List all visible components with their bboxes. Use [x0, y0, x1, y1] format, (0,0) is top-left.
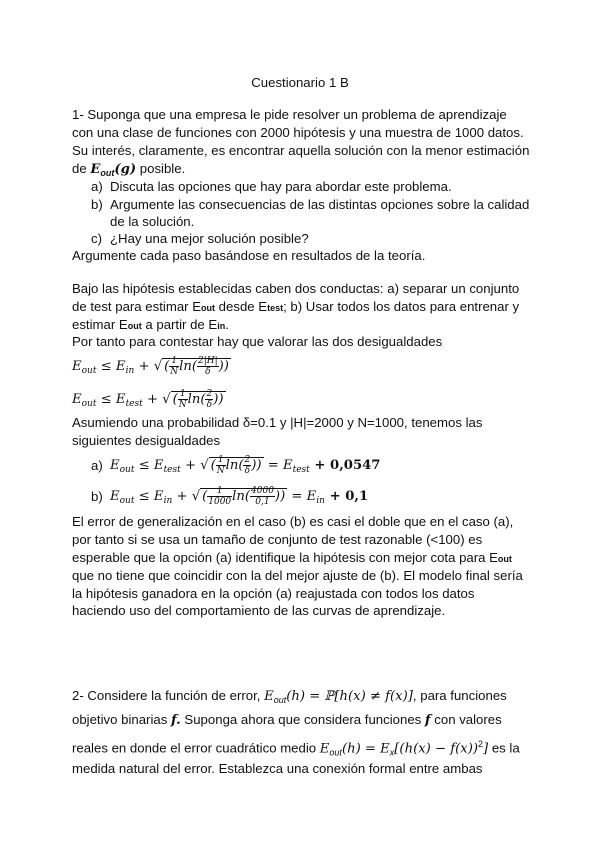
- inequality-2: $E_{out} \le E_{test}$ + √ ( $\frac{1}{N}$ ln( $\frac{2}{\delta}$ )): [72, 389, 224, 410]
- subscript: test: [125, 399, 143, 409]
- text: de test para estimar E: [72, 299, 202, 314]
- symbol: E: [72, 359, 82, 374]
- denominator: N: [170, 367, 179, 377]
- page-title: Cuestionario 1 B: [251, 75, 349, 90]
- symbol: E: [110, 489, 120, 504]
- equals: =: [287, 489, 307, 504]
- fraction: [178, 389, 188, 410]
- superscript: 2: [477, 739, 483, 749]
- operator: +: [180, 458, 201, 473]
- subscript: x: [389, 747, 395, 758]
- list-text: Discuta las opciones que hay para abordar este problema.: [110, 179, 452, 194]
- subscript: in: [125, 366, 135, 376]
- question-2-line-4: medida natural del error. Establezca una conexión formal entre ambas: [72, 761, 483, 776]
- numerator: 1: [178, 389, 188, 400]
- answer-paragraph-4-line-2: por tanto si se usa un tamaño de conjunto de test razonable (<100) es: [72, 532, 483, 547]
- case-b: [91, 486, 369, 508]
- relation: ≤: [96, 359, 116, 374]
- ln: ln(: [179, 359, 197, 374]
- fraction: [216, 455, 226, 476]
- close-paren: )): [213, 392, 224, 407]
- formula: ]: [483, 741, 489, 757]
- inequality-1: $E_{out} \le E_{in}$ + √ ( $\frac{1}{N}$ ln( $\frac{2|H|}{\delta}$ )): [72, 356, 229, 377]
- list-item-c: [91, 230, 309, 247]
- symbol: E: [115, 392, 126, 407]
- fraction: [197, 356, 219, 377]
- g-symbol: (g): [114, 162, 137, 177]
- text: desde E: [215, 299, 268, 314]
- answer-paragraph-4-line-5: la hipótesis ganadora en la opción (a) reajustada con todos los datos: [72, 586, 475, 601]
- answer-paragraph-4-line-4: que no tiene que coincidir con la del mejor ajuste de (b). El modelo final sería: [72, 568, 523, 583]
- text: estimar E: [72, 317, 128, 332]
- text: posible.: [136, 161, 186, 176]
- answer-paragraph-3-line-1: Asumiendo una probabilidad δ=0.1 y |H|=2000 y N=1000, tenemos las: [72, 415, 483, 430]
- subscript: out: [81, 399, 97, 409]
- case-a: [91, 455, 381, 477]
- subscript: out: [119, 496, 135, 506]
- formula: (h) = E: [341, 741, 390, 757]
- subscript: out: [81, 366, 97, 376]
- subscript: out: [127, 321, 142, 331]
- list-marker: c): [91, 231, 102, 246]
- symbol: E: [115, 359, 126, 374]
- denominator: 1000: [208, 497, 232, 507]
- answer-paragraph-4-line-3: [72, 549, 512, 568]
- operator: +: [172, 489, 192, 504]
- answer-paragraph-1-line-2: [72, 298, 519, 317]
- close-paren: )): [274, 489, 286, 504]
- formula: (h) = ℙ[h(x) ≠ f(x)]: [286, 689, 413, 704]
- symbol: E: [72, 392, 82, 407]
- case-b-formula: $E_{out} \le E_{in}$ + √ ( $\frac{1}{1000}$ ln( $\frac{4000}{0,1}$ )) = $E_{in} + 0,1$: [110, 486, 369, 507]
- text: Suponga ahora que considera funciones: [180, 712, 425, 727]
- subscript: out: [273, 695, 287, 705]
- numerator: 1: [169, 356, 179, 367]
- list-marker: a): [91, 458, 103, 473]
- square-root: ( $\frac{1}{N}$ ln( $\frac{2}{\delta}$ )): [210, 455, 262, 476]
- relation: ≤: [96, 392, 116, 407]
- symbol: E: [153, 489, 164, 504]
- answer-paragraph-2: Por tanto para contestar hay que valorar las dos desigualdades: [72, 334, 443, 349]
- relation: ≤: [134, 489, 154, 504]
- list-marker: b): [91, 197, 103, 212]
- answer-paragraph-4-line-1: El error de generalización en el caso (b) es casi el doble que en el caso (a),: [72, 514, 514, 529]
- answer-paragraph-4-line-6: haciendo uso del comportamiento de las curvas de aprendizaje.: [72, 603, 446, 618]
- list-text: ¿Hay una mejor solución posible?: [110, 231, 309, 246]
- symbol: E: [306, 489, 317, 504]
- list-text: Argumente las consecuencias de las distintas opciones sobre la calidad: [110, 197, 530, 212]
- operator: +: [134, 359, 154, 374]
- square-root: ( $\frac{1}{N}$ ln( $\frac{2}{\delta}$ )): [172, 389, 224, 410]
- list-marker: a): [91, 179, 103, 194]
- text: ; b) Usar todos los datos para entrenar y: [283, 299, 520, 314]
- denominator: δ: [205, 367, 211, 377]
- e-out-symbol: E: [90, 162, 101, 177]
- formula: [(h(x) − f(x)): [394, 741, 478, 757]
- close-paren: )): [218, 359, 229, 374]
- text: objetivo binarias: [72, 712, 171, 727]
- symbol: E: [264, 689, 274, 704]
- question-1-line-2: con una clase de funciones con 2000 hipótesis y una muestra de 1000 datos.: [72, 125, 524, 140]
- list-item-b: [91, 196, 530, 213]
- close-paren: )): [251, 458, 262, 473]
- symbol: f: [424, 713, 431, 728]
- answer-paragraph-3-line-2: siguientes desigualdades: [72, 433, 221, 448]
- square-root: ( $\frac{1}{N}$ ln( $\frac{2|H|}{\delta}$ )): [164, 356, 229, 377]
- question-1-line-3: Su interés, claramente, es encontrar aquella solución con la menor estimación: [72, 143, 530, 158]
- list-item-a: [91, 178, 452, 195]
- text: de: [72, 161, 91, 176]
- bound-value: + 0,1: [324, 489, 369, 504]
- subscript: test: [292, 465, 310, 475]
- numerator: 2: [244, 455, 251, 465]
- text: es la: [488, 740, 520, 756]
- text: .: [225, 317, 229, 332]
- denominator: N: [216, 466, 225, 476]
- subscript: in: [316, 496, 325, 506]
- symbol: E: [110, 458, 120, 473]
- text: reales en donde el error cuadrático medio: [72, 740, 320, 756]
- subscript: out: [329, 747, 342, 758]
- numerator: 2|H|: [197, 356, 218, 366]
- question-2-line-1: [72, 686, 507, 710]
- question-2-line-2: [72, 710, 502, 731]
- subscript: test: [267, 303, 284, 313]
- fraction: [207, 486, 232, 507]
- symbol: f.: [170, 713, 181, 728]
- subscript: out: [119, 465, 135, 475]
- denominator: N: [178, 400, 187, 410]
- question-1-line-1: 1- Suponga que una empresa le pide resolver un problema de aprendizaje: [72, 107, 507, 122]
- text: 2- Considere la función de error,: [72, 688, 265, 703]
- square-root: ( $\frac{1}{1000}$ ln( $\frac{4000}{0,1}$ )): [202, 486, 286, 507]
- subscript: out: [201, 303, 216, 313]
- list-marker: b): [91, 489, 103, 504]
- ln: ln(: [225, 458, 244, 473]
- symbol: E: [282, 458, 293, 473]
- subscript: out: [497, 554, 512, 564]
- answer-paragraph-1-line-1: Bajo las hipótesis establecidas caben dos conductas: a) separar un conjunto: [72, 281, 520, 296]
- list-item-b-continued: de la solución.: [110, 214, 195, 229]
- fraction: [250, 486, 275, 507]
- numerator: 1: [207, 486, 232, 497]
- text: a partir de E: [141, 317, 218, 332]
- numerator: 1: [216, 455, 226, 466]
- subscript: test: [163, 465, 181, 475]
- ln: ln(: [187, 392, 206, 407]
- relation: ≤: [134, 458, 154, 473]
- numerator: 4000: [251, 486, 274, 496]
- ln: ln(: [232, 489, 251, 504]
- operator: +: [142, 392, 163, 407]
- subscript: out: [100, 168, 115, 178]
- subscript: in: [217, 321, 226, 331]
- equals: =: [263, 458, 283, 473]
- symbol: E: [153, 458, 164, 473]
- subscript: in: [163, 496, 173, 506]
- denominator: δ: [206, 400, 213, 410]
- numerator: 2: [206, 389, 213, 399]
- case-a-formula: $E_{out} \le E_{test}$ + √ ( $\frac{1}{N}$ ln( $\frac{2}{\delta}$ )) = $E_{test} + 0,0547$: [110, 455, 381, 476]
- symbol: E: [319, 741, 330, 757]
- question-1-closing: Argumente cada paso basándose en resultados de la teoría.: [72, 248, 426, 263]
- denominator: δ: [244, 466, 251, 476]
- fraction: [169, 356, 179, 377]
- denominator: 0,1: [255, 497, 270, 507]
- text: con valores: [430, 712, 502, 727]
- bound-value: + 0,0547: [309, 458, 381, 473]
- text: , para funciones: [412, 688, 507, 703]
- text: esperable que la opción (a) identifique la hipótesis con mejor cota para E: [72, 550, 498, 565]
